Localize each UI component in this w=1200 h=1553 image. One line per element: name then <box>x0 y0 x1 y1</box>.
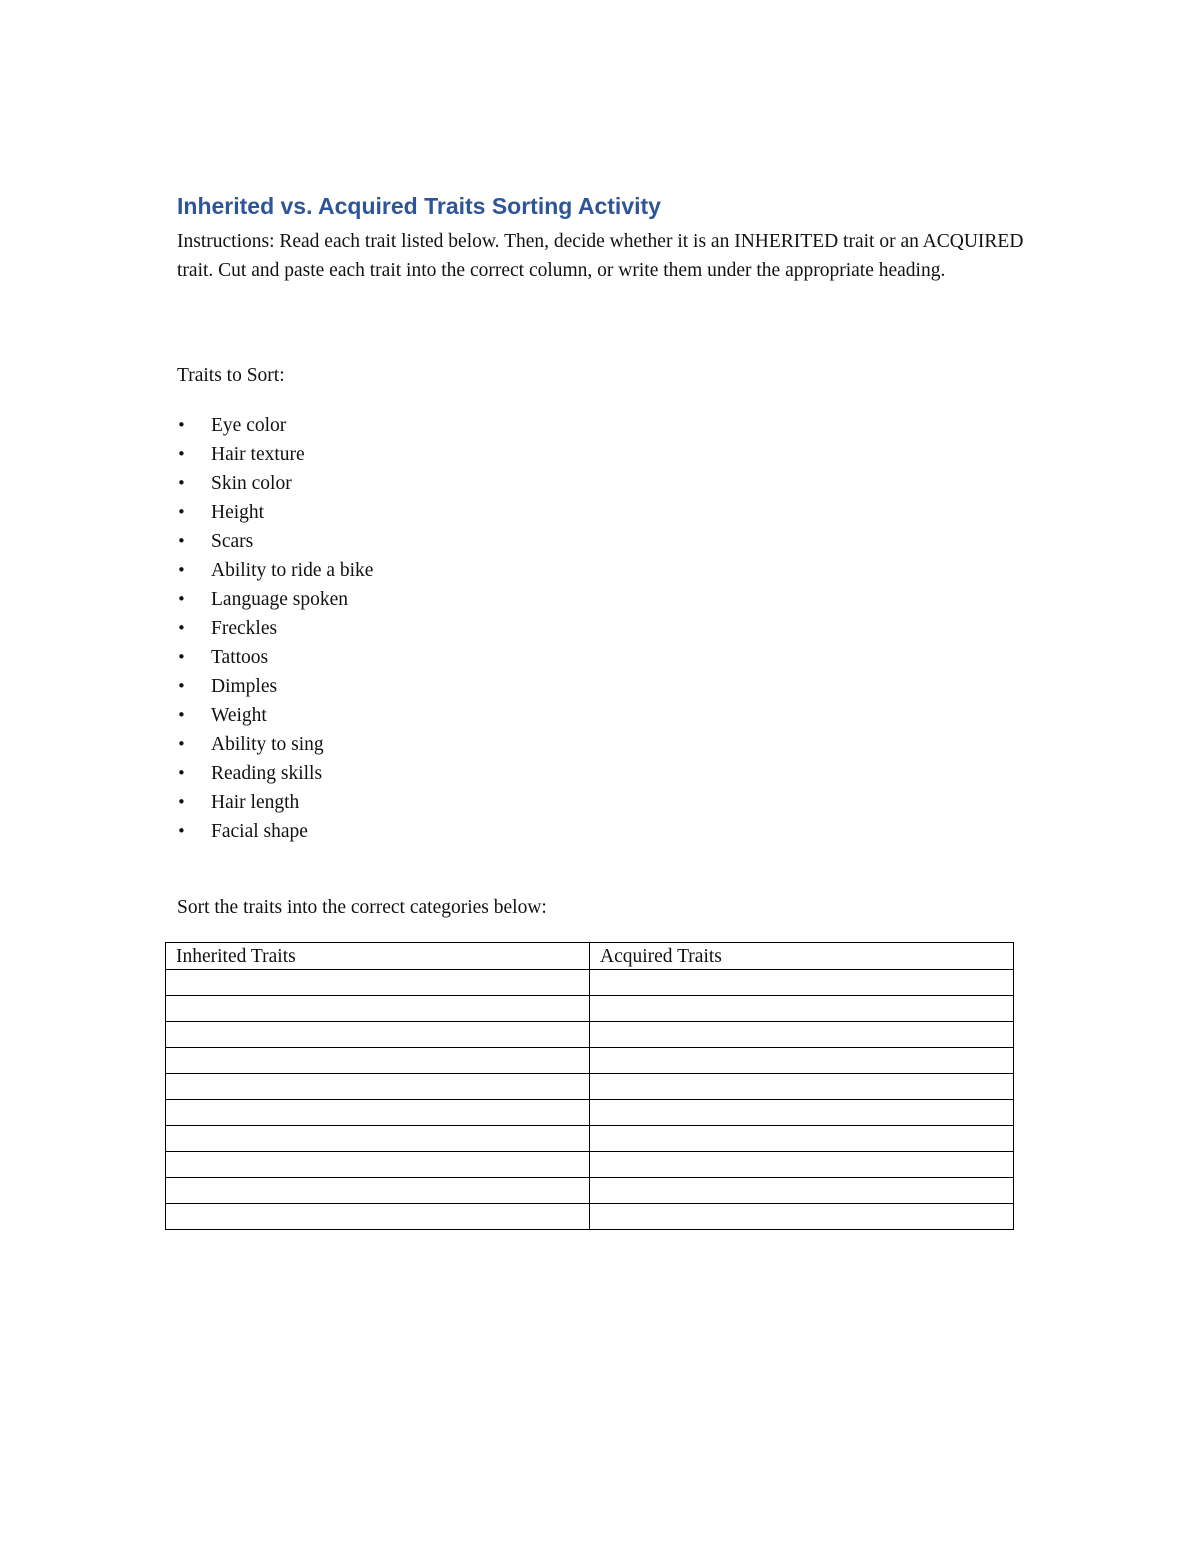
bullet-icon: • <box>177 619 186 637</box>
sorting-table <box>165 942 1014 1230</box>
table-row <box>166 1204 1014 1230</box>
bullet-icon: • <box>177 532 186 550</box>
bullet-icon: • <box>177 735 186 753</box>
inherited-trait-cell[interactable] <box>166 970 590 996</box>
list-item <box>177 643 373 672</box>
bullet-icon: • <box>177 764 186 782</box>
list-item <box>177 817 373 846</box>
acquired-trait-cell[interactable] <box>590 1178 1014 1204</box>
table-row <box>166 996 1014 1022</box>
table-row <box>166 1074 1014 1100</box>
bullet-icon: • <box>177 648 186 666</box>
instructions-paragraph: Instructions: Read each trait listed below. Then, decide whether it is an INHERITED trait or an ACQUIRED trait. Cut and paste each trait into the correct column, or write them under the appropriate heading. <box>177 231 1024 281</box>
table-row <box>166 970 1014 996</box>
list-item <box>177 759 373 788</box>
trait-label: Hair length <box>211 792 300 813</box>
trait-label: Tattoos <box>211 647 269 668</box>
inherited-trait-cell[interactable] <box>166 1074 590 1100</box>
acquired-trait-cell[interactable] <box>590 1074 1014 1100</box>
acquired-trait-cell[interactable] <box>590 1022 1014 1048</box>
table-row <box>166 1100 1014 1126</box>
inherited-trait-cell[interactable] <box>166 996 590 1022</box>
inherited-trait-cell[interactable] <box>166 1178 590 1204</box>
trait-label: Hair texture <box>211 444 305 465</box>
bullet-icon: • <box>177 445 186 463</box>
inherited-trait-cell[interactable] <box>166 1022 590 1048</box>
bullet-icon: • <box>177 793 186 811</box>
trait-label: Reading skills <box>211 763 323 784</box>
bullet-icon: • <box>177 474 186 492</box>
list-item <box>177 440 373 469</box>
acquired-trait-cell[interactable] <box>590 970 1014 996</box>
acquired-trait-cell[interactable] <box>590 1152 1014 1178</box>
trait-list <box>177 411 373 846</box>
bullet-icon: • <box>177 822 186 840</box>
list-item <box>177 672 373 701</box>
list-item <box>177 730 373 759</box>
list-item <box>177 411 373 440</box>
trait-label: Ability to ride a bike <box>211 560 374 581</box>
acquired-traits-header: Acquired Traits <box>590 943 1014 970</box>
list-item <box>177 498 373 527</box>
table-row <box>166 1022 1014 1048</box>
acquired-trait-cell[interactable] <box>590 1204 1014 1230</box>
trait-label: Language spoken <box>211 589 348 610</box>
list-item <box>177 701 373 730</box>
table-row <box>166 1126 1014 1152</box>
table-body <box>166 970 1014 1230</box>
bullet-icon: • <box>177 677 186 695</box>
table-row <box>166 1178 1014 1204</box>
list-item <box>177 614 373 643</box>
acquired-trait-cell[interactable] <box>590 1100 1014 1126</box>
trait-label: Scars <box>211 531 254 552</box>
list-item <box>177 556 373 585</box>
bullet-icon: • <box>177 706 186 724</box>
table-row <box>166 1152 1014 1178</box>
acquired-trait-cell[interactable] <box>590 996 1014 1022</box>
trait-label: Eye color <box>211 415 287 436</box>
bullet-icon: • <box>177 503 186 521</box>
trait-label: Dimples <box>211 676 278 697</box>
inherited-trait-cell[interactable] <box>166 1048 590 1074</box>
acquired-trait-cell[interactable] <box>590 1048 1014 1074</box>
trait-label: Facial shape <box>211 821 308 842</box>
list-item <box>177 585 373 614</box>
inherited-traits-header: Inherited Traits <box>166 943 590 970</box>
list-item <box>177 527 373 556</box>
table-header-row <box>166 943 1014 970</box>
bullet-icon: • <box>177 590 186 608</box>
categories-heading: Sort the traits into the correct categories below: <box>177 897 547 918</box>
traits-heading: Traits to Sort: <box>177 365 285 386</box>
inherited-trait-cell[interactable] <box>166 1152 590 1178</box>
list-item <box>177 469 373 498</box>
trait-label: Weight <box>211 705 267 726</box>
page-title: Inherited vs. Acquired Traits Sorting Activity <box>177 193 661 219</box>
trait-label: Freckles <box>211 618 278 639</box>
table-row <box>166 1048 1014 1074</box>
bullet-icon: • <box>177 561 186 579</box>
trait-label: Skin color <box>211 473 292 494</box>
trait-label: Height <box>211 502 265 523</box>
acquired-trait-cell[interactable] <box>590 1126 1014 1152</box>
inherited-trait-cell[interactable] <box>166 1126 590 1152</box>
inherited-trait-cell[interactable] <box>166 1100 590 1126</box>
inherited-trait-cell[interactable] <box>166 1204 590 1230</box>
trait-label: Ability to sing <box>211 734 324 755</box>
bullet-icon: • <box>177 416 186 434</box>
list-item <box>177 788 373 817</box>
